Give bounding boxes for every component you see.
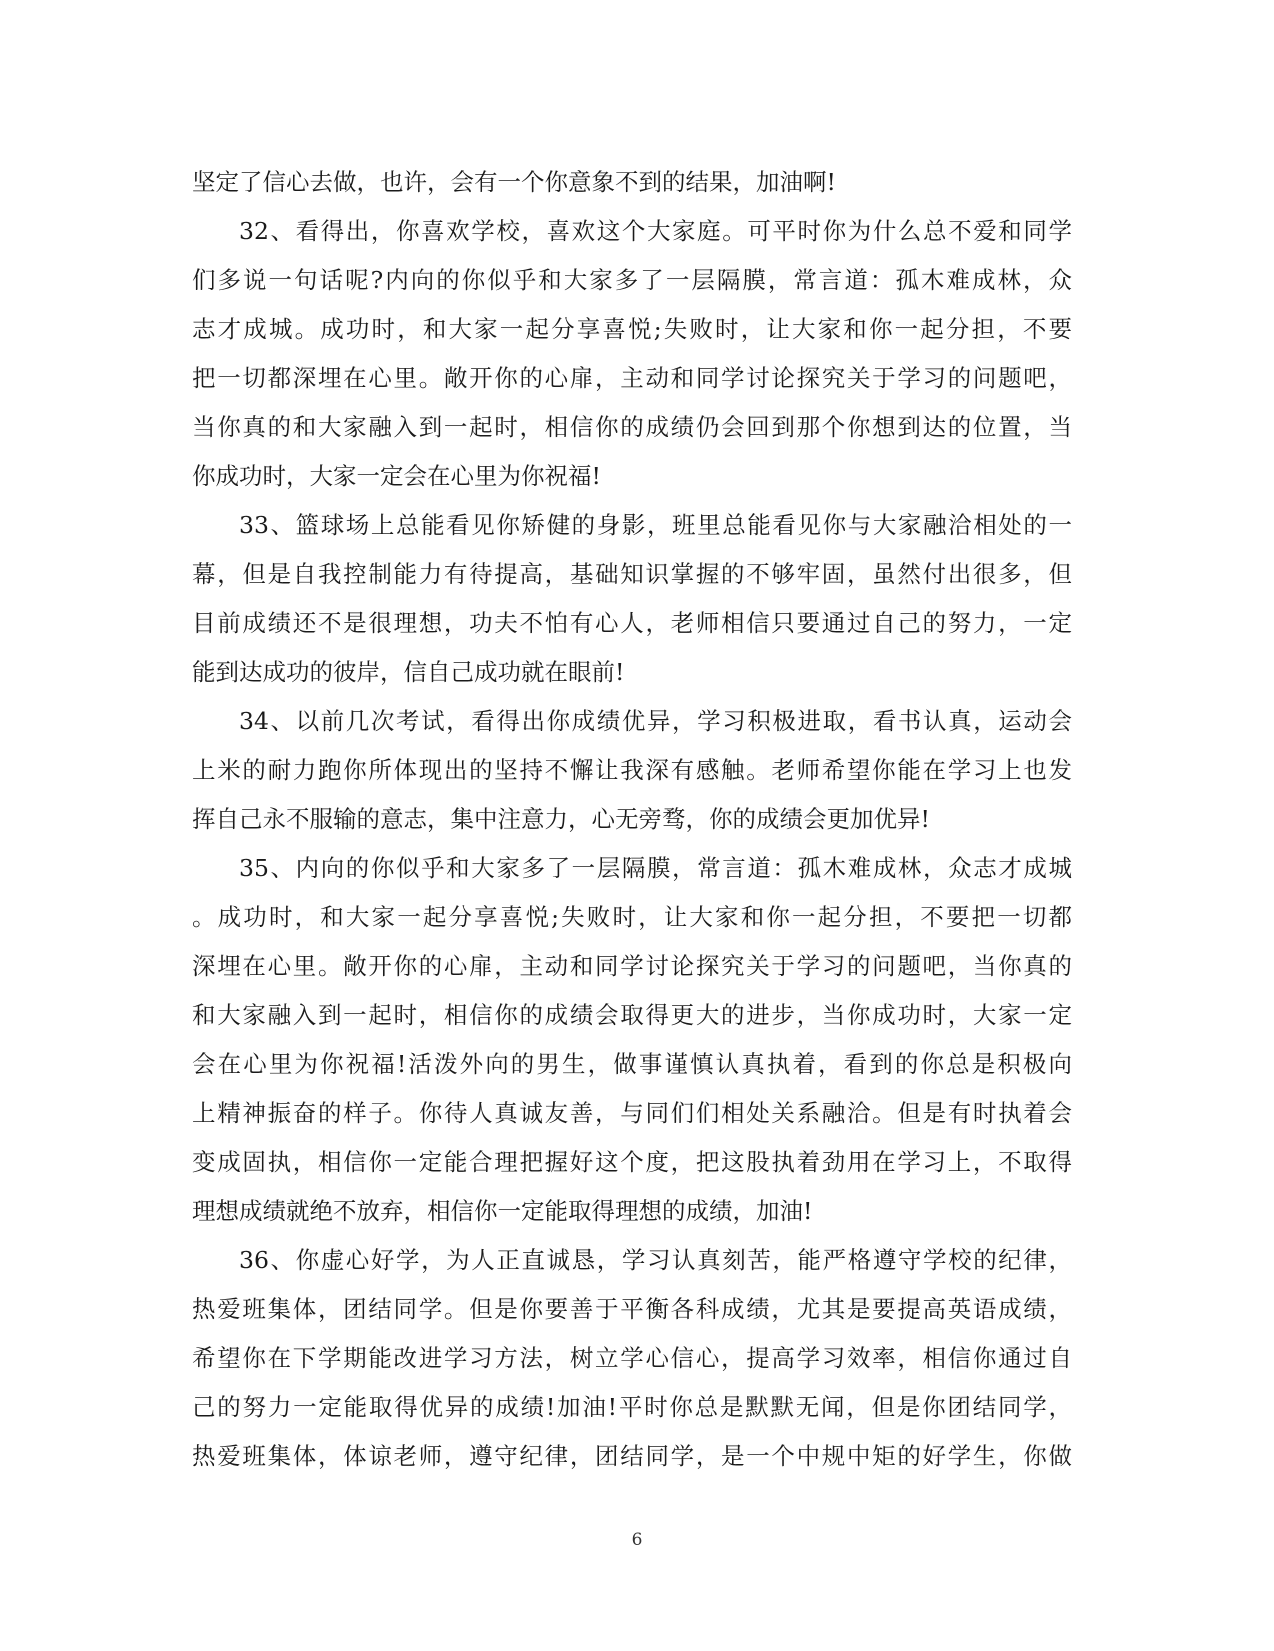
text-line: 热爱班集体，体谅老师，遵守纪律，团结同学，是一个中规中矩的好学生，你做 (192, 1442, 1072, 1470)
text-line: 36、你虚心好学，为人正直诚恳，学习认真刻苦，能严格遵守学校的纪律， (239, 1246, 1072, 1274)
text-line: 35、内向的你似乎和大家多了一层隔膜，常言道：孤木难成林，众志才成城 (239, 854, 1072, 882)
text-line: 把一切都深埋在心里。敞开你的心扉，主动和同学讨论探究关于学习的问题吧， (192, 364, 1072, 392)
body-text (192, 158, 1072, 1481)
page-number: 6 (631, 1530, 643, 1550)
text-line: 你成功时，大家一定会在心里为你祝福! (192, 462, 601, 490)
text-line: 热爱班集体，团结同学。但是你要善于平衡各科成绩，尤其是要提高英语成绩， (192, 1295, 1072, 1323)
text-line: 变成固执，相信你一定能合理把握好这个度，把这股执着劲用在学习上，不取得 (192, 1148, 1072, 1176)
text-line: 志才成城。成功时，和大家一起分享喜悦;失败时，让大家和你一起分担，不要 (192, 315, 1072, 343)
text-line: 们多说一句话呢?内向的你似乎和大家多了一层隔膜，常言道：孤木难成林，众 (192, 266, 1072, 294)
text-line: 己的努力一定能取得优异的成绩!加油!平时你总是默默无闻，但是你团结同学， (192, 1393, 1072, 1421)
text-line: 。成功时，和大家一起分享喜悦;失败时，让大家和你一起分担，不要把一切都 (192, 903, 1072, 931)
text-line: 能到达成功的彼岸，信自己成功就在眼前! (192, 658, 625, 686)
text-line: 希望你在下学期能改进学习方法，树立学心信心，提高学习效率，相信你通过自 (192, 1344, 1072, 1372)
text-line: 33、篮球场上总能看见你矫健的身影，班里总能看见你与大家融洽相处的一 (239, 511, 1072, 539)
text-line: 幕，但是自我控制能力有待提高，基础知识掌握的不够牢固，虽然付出很多，但 (192, 560, 1072, 588)
text-line: 坚定了信心去做，也许，会有一个你意象不到的结果，加油啊! (192, 168, 836, 196)
text-line: 和大家融入到一起时，相信你的成绩会取得更大的进步，当你成功时，大家一定 (192, 1001, 1072, 1029)
text-line: 上米的耐力跑你所体现出的坚持不懈让我深有感触。老师希望你能在学习上也发 (192, 756, 1072, 784)
text-line: 上精神振奋的样子。你待人真诚友善，与同们们相处关系融洽。但是有时执着会 (192, 1099, 1072, 1127)
text-line: 32、看得出，你喜欢学校，喜欢这个大家庭。可平时你为什么总不爱和同学 (239, 217, 1072, 245)
text-line: 会在心里为你祝福!活泼外向的男生，做事谨慎认真执着，看到的你总是积极向 (192, 1050, 1072, 1078)
text-line: 挥自己永不服输的意志，集中注意力，心无旁骛，你的成绩会更加优异! (192, 805, 930, 833)
text-line: 34、以前几次考试，看得出你成绩优异，学习积极进取，看书认真，运动会 (239, 707, 1072, 735)
text-line: 当你真的和大家融入到一起时，相信你的成绩仍会回到那个你想到达的位置，当 (192, 413, 1072, 441)
text-line: 理想成绩就绝不放弃，相信你一定能取得理想的成绩，加油! (192, 1197, 813, 1225)
text-line: 深埋在心里。敞开你的心扉，主动和同学讨论探究关于学习的问题吧，当你真的 (192, 952, 1072, 980)
text-line: 目前成绩还不是很理想，功夫不怕有心人，老师相信只要通过自己的努力，一定 (192, 609, 1072, 637)
